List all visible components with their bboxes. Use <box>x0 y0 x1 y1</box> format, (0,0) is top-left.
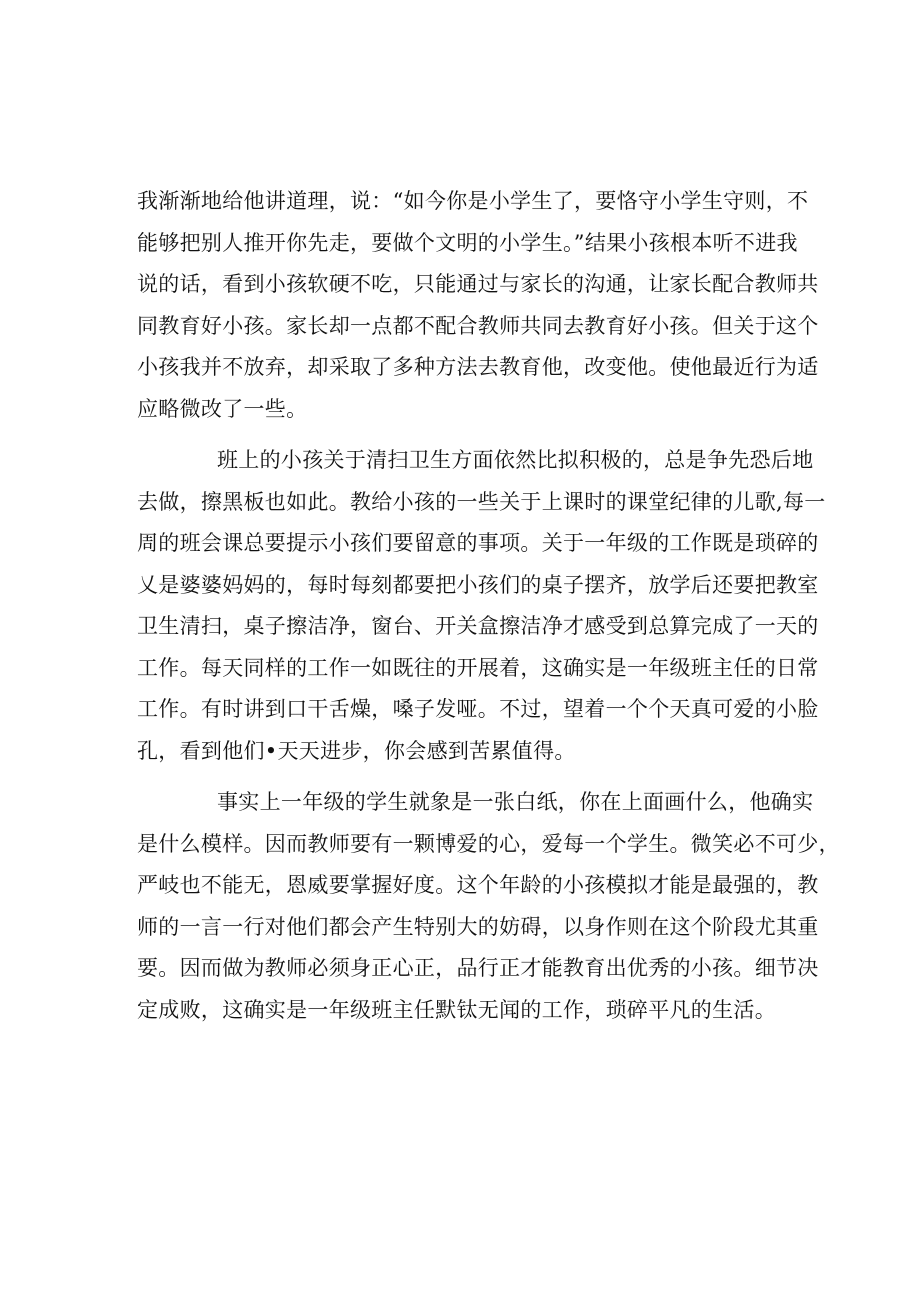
document-body <box>137 181 840 1031</box>
text-line: 定成败，这确实是一年级班主任默钛无闻的工作，琐碎平凡的生活。 <box>137 997 776 1022</box>
text-line: 卫生清扫，桌子擦洁净，窗台、开关盒擦洁净才感受到总算完成了一天的 <box>137 614 819 638</box>
paragraph-spacer <box>137 430 777 440</box>
text-line: 去做，擦黑板也如此。教给小孩的一些关于上课时的课堂纪律的儿歌,每一 <box>137 489 826 514</box>
text-line: 师的一言一行对他们都会产生特别大的妨碍，以身作则在这个阶段尤其重 <box>137 914 819 939</box>
paragraph-spacer <box>137 772 777 782</box>
text-line: 严岐也不能无，恩威要掌握好度。这个年龄的小孩模拟才能是最强的，教 <box>137 873 819 897</box>
text-line: 说的话，看到小孩软硬不吃，只能通过与家长的沟通，让家长配合教师共 <box>137 272 819 296</box>
text-line: 是什么模样。因而教师要有一颗博爱的心，爱每一个学生。微笑必不可少， <box>137 831 840 856</box>
text-line: 班上的小孩关于清扫卫生方面依然比拟积极的，总是争先恐后地 <box>217 448 814 472</box>
text-line: 同教育好小孩。家长却一点都不配合教师共同去教育好小孩。但关于这个 <box>137 313 819 338</box>
text-line: 孔，看到他们•天天进步，你会感到苦累值得。 <box>137 738 576 763</box>
paragraph-3 <box>137 782 840 1031</box>
text-line: 事实上一年级的学生就象是一张白纸，你在上面画什么，他确实 <box>217 790 814 814</box>
text-line: 周的班会课总要提示小孩们要留意的事项。关于一年级的工作既是琐碎的 <box>137 531 819 555</box>
paragraph-1 <box>137 181 819 430</box>
text-line: 小孩我并不放弃，却采取了多种方法去教育他，改变他。使他最近行为适 <box>137 355 819 379</box>
text-line: 工作。每天同样的工作一如既往的开展着，这确实是一年级班主任的日常 <box>137 655 819 680</box>
text-line: 要。因而做为教师必须身正心正，品行正才能教育出优秀的小孩。细节决 <box>137 956 819 980</box>
text-line: 能够把别人推开你先走，要做个文明的小学生。”结果小孩根本听不进我 <box>137 230 798 255</box>
text-line: 应略微改了一些。 <box>137 396 308 421</box>
text-line: 我渐渐地给他讲道理，说：“如今你是小学生了，要恪守小学生守则，不 <box>137 189 809 213</box>
paragraph-2 <box>137 440 826 772</box>
text-line: 乂是婆婆妈妈的，每时每刻都要把小孩们的桌子摆齐，放学后还要把教室 <box>137 572 819 597</box>
text-line: 工作。有时讲到口干舌燥，嗓子发哑。不过，望着一个个天真可爱的小脸 <box>137 697 819 721</box>
